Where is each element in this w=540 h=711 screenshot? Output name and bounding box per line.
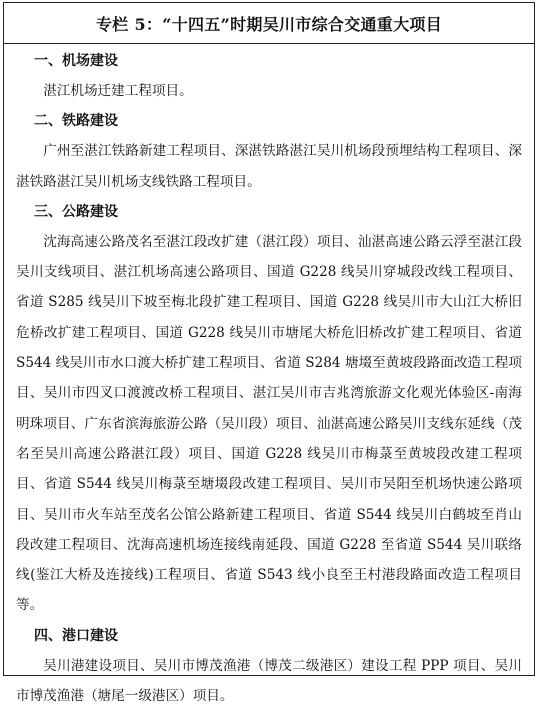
section-heading: 四、港口建设	[34, 627, 118, 644]
box-title: 专栏 5：“十四五”时期吴川市综合交通重大项目	[4, 3, 534, 44]
section-railway	[16, 106, 522, 197]
section-airport	[16, 46, 522, 106]
section-heading: 三、公路建设	[34, 203, 118, 220]
section-highway	[16, 197, 522, 621]
section-heading: 二、铁路建设	[34, 113, 118, 130]
feature-box	[3, 2, 535, 705]
box-content	[4, 44, 534, 711]
section-port	[16, 621, 522, 711]
section-text: 广州至湛江铁路新建工程项目、深湛铁路湛江吴川机场段预埋结构工程项目、深湛铁路湛江吴川机场支线铁路工程项目。	[16, 143, 522, 190]
section-text: 沈海高速公路茂名至湛江段改扩建（湛江段）项目、汕湛高速公路云浮至湛江段吴川支线项目、湛江机场高速公路项目、国道 G228 线吴川穿城段改线工程项目、省道 S285 线吴川下坡至梅北段扩建工程项目、国道 G228 线吴川市大山江大桥旧危桥改扩建工程项目、国道 G228 线吴川市塘尾大桥危旧桥改扩建工程项目、省道 S544 线吴川市水口渡大桥扩建工程项目、省道 S284 塘㙍至黄坡段路面改造工程项目、吴川市四叉口渡渡改桥工程项目、湛江吴川市吉兆湾旅游文化观光体验区-南海明珠项目、广东省滨海旅游公路（吴川段）项目、汕湛高速公路吴川支线东延线（茂名至吴川高速公路湛江段）项目、国道 G228 线吴川市梅菉至黄坡段改建工程项目、省道 S544 线吴川梅菉至塘㙍段改建工程项目、吴川市吴阳至机场快速公路项目、吴川市火车站至茂名公馆公路新建工程项目、省道 S544 线吴川白鹤坡至肖山段改建工程项目、沈海高速机场连接线南延段、国道 G228 至省道 S544 吴川联络线(鉴江大桥及连接线)工程项目、省道 S543 线小良至王村港段路面改造工程项目等。	[16, 233, 522, 614]
section-text: 吴川港建设项目、吴川市博茂渔港（博茂二级港区）建设工程 PPP 项目、吴川市博茂渔港（塘尾一级港区）项目。	[16, 657, 522, 705]
section-text: 湛江机场迁建工程项目。	[43, 83, 193, 99]
section-heading: 一、机场建设	[34, 53, 118, 69]
